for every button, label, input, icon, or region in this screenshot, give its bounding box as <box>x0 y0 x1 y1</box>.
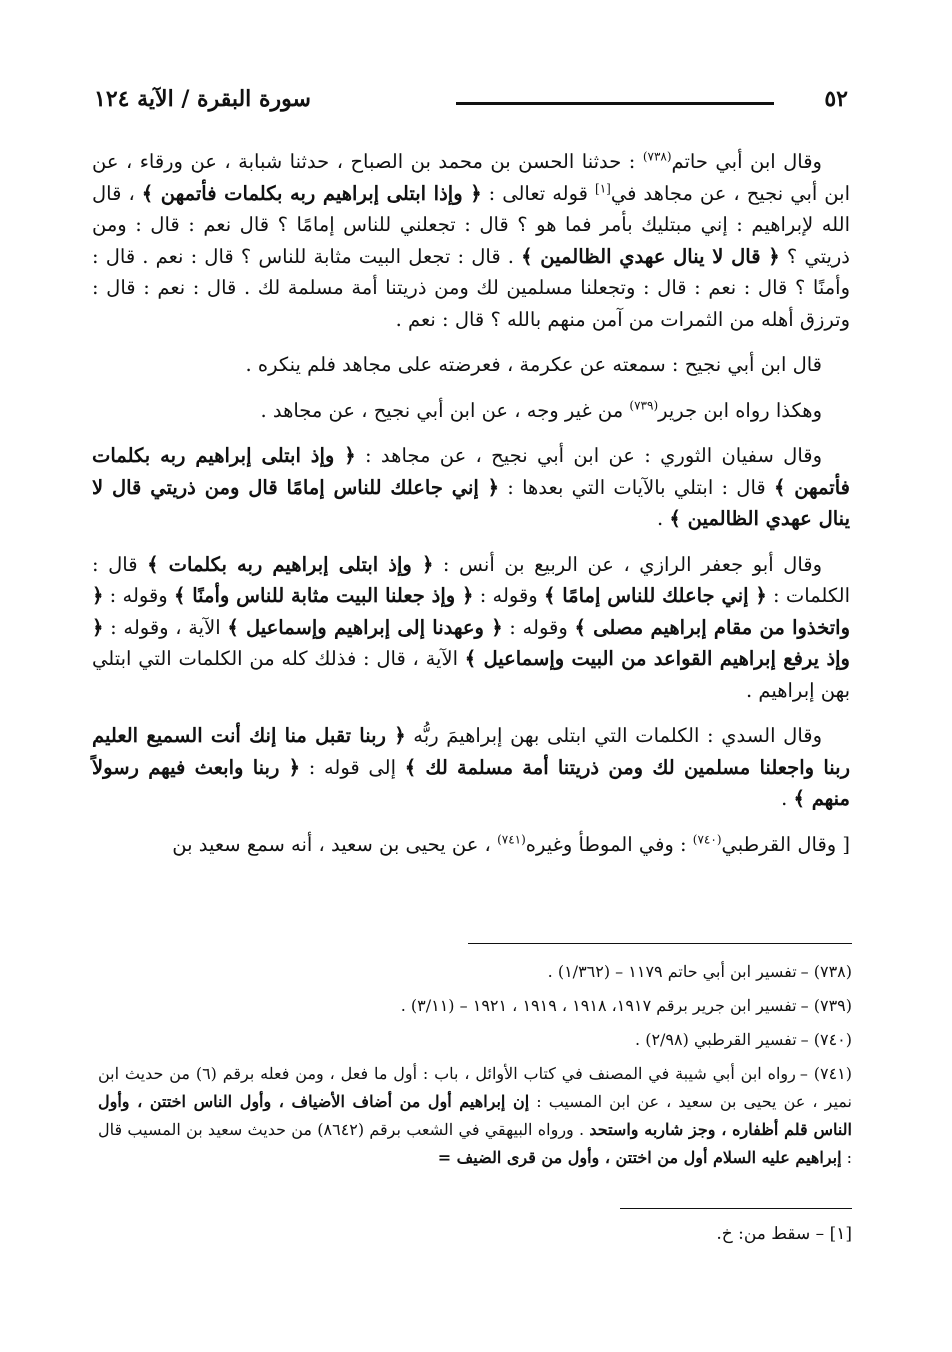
footnote-number: (٧٣٩) – <box>800 996 852 1015</box>
paragraph-ibn-jarir <box>92 395 850 427</box>
quran-verse: ﴿ وإذا ابتلى إبراهيم ربه بكلمات فأتمهن ﴾ <box>141 181 482 205</box>
text-run: وقال سفيان الثوري : عن ابن أبي نجيح ، عن مجاهد : <box>355 444 823 467</box>
page-header <box>94 86 848 120</box>
footnote-741 <box>98 1060 852 1172</box>
quran-verse: ﴿ وإذ ابتلى إبراهيم ربه بكلمات فأتمهن ﴾ <box>92 444 851 499</box>
footnote-ref-739: (٧٣٩) <box>629 398 659 412</box>
footnote-739 <box>98 992 852 1020</box>
footnote-number: (٧٣٨) – <box>800 962 852 981</box>
running-title: سورة البقرة / الآية ١٢٤ <box>94 86 311 112</box>
quran-verse: ﴿ وإذ جعلنا البيت مثابة للناس وأمنًا ﴾ <box>173 584 474 607</box>
text-run: . <box>657 507 670 530</box>
quran-verse: ﴿ ربنا تقبل منا إنك أنت السميع العليم ربنا واجعلنا مسلمين لك ومن ذريتنا أمة مسلمة لك ﴾ <box>92 724 850 779</box>
paragraph-ibn-abi-najih: قال ابن أبي نجيح : سمعته عن عكرمة ، فعرضته على مجاهد فلم ينكره . <box>245 353 822 376</box>
footnote-738 <box>98 958 852 986</box>
text-run: وقال أبو جعفر الرازي ، عن الربيع بن أنس : <box>433 552 822 576</box>
text-run: إلى قوله : <box>300 755 405 779</box>
footnote-number: (٧٤١) – <box>799 1064 853 1083</box>
paragraph-qurtubi <box>92 829 850 861</box>
footnote-ref-738: (٧٣٨) <box>642 149 672 164</box>
paragraph-suddi <box>92 720 850 815</box>
hadith-text: إبراهيم عليه السلام أول من اختتن ، وأول من قرى الضيف = <box>437 1148 842 1167</box>
text-run: وقوله : <box>502 615 575 639</box>
footnote-text: تفسير ابن جرير برقم ١٩١٧، ١٩١٨ ، ١٩١٩ ، ١٩٢١ – (٣/١١) . <box>400 996 797 1015</box>
text-run: وقال ابن أبي حاتم <box>671 150 822 173</box>
main-text <box>92 146 850 874</box>
footnotes <box>98 958 852 1178</box>
header-rule <box>456 102 774 105</box>
paragraph-abu-jafar-razi <box>92 549 850 707</box>
paragraph-sufyan-thawri <box>92 440 850 535</box>
quran-verse: ﴿ وإذ ابتلى إبراهيم ربه بكلمات ﴾ <box>147 552 434 576</box>
text-run: قال : ابتلي بالآيات التي بعدها : <box>499 475 774 499</box>
footnote-text: . ورواه البيهقي في الشعب برقم (٨٦٤٢) من حديث سعيد بن المسيب قال : <box>98 1120 852 1167</box>
quran-verse: ﴿ إني جاعلك للناس إمامًا قال ومن ذريتي قال لا ينال عهدي الظالمين ﴾ <box>92 475 850 530</box>
text-run: . قال : تجعل البيت مثابة للناس ؟ قال : نعم . قال : وأمنًا ؟ قال : نعم : قال : وتجعلنا مسلمين لك ومن ذريتنا أمة مسلمة لك . قال : نعم : قال : وترزق أهله من الثمرات من آمن منهم بالله ؟ قال : نعم . <box>92 244 850 331</box>
text-run: وقوله : <box>473 584 544 607</box>
quran-verse: ﴿ قال لا ينال عهدي الظالمين ﴾ <box>521 244 780 268</box>
text-run: وهكذا رواه ابن جرير <box>658 398 822 422</box>
text-run: ، قال الله لإبراهيم : إني مبتليك بأمر فما هو ؟ قال : تجعلني للناس إمامًا ؟ قال نعم : قال : ومن ذريتي ؟ <box>92 181 850 268</box>
text-run: من غير وجه ، عن ابن أبي نجيح ، عن مجاهد . <box>260 398 630 422</box>
footnote-ref-740: (٧٤٠) <box>692 832 722 846</box>
footnote-number: (٧٤٠) – <box>800 1030 852 1049</box>
page-number: ٥٢ <box>824 86 848 112</box>
text-run: [ وقال القرطبي <box>721 832 850 856</box>
hadith-text: إن إبراهيم أول من أضاف الأضياف ، وأول الناس اختتن ، وأول الناس قلم أظفاره ، وجز شاربه واستحد <box>98 1092 853 1139</box>
text-run: : حدثنا الحسن بن محمد بن الصباح ، حدثنا شبابة ، عن ورقاء ، عن ابن أبي نجيح ، عن مجاهد في <box>92 150 850 205</box>
footnote-ref-741: (٧٤١) <box>497 832 526 846</box>
text-run: قوله تعالى : <box>481 181 596 205</box>
footnote-text: تفسير ابن أبي حاتم ١١٧٩ – (١/٣٦٢) . <box>547 962 797 981</box>
text-run: وقوله : <box>103 584 174 607</box>
text-run: ، عن يحيى بن سعيد ، أنه سمع سعيد بن <box>172 832 498 856</box>
text-run: وقال السدي : الكلمات التي ابتلى بهن إبراهيمَ ربُّه <box>405 724 822 747</box>
footnote-740 <box>98 1026 852 1054</box>
quran-verse: ﴿ واتخذوا من مقام إبراهيم مصلى ﴾ <box>92 584 850 639</box>
text-run: . <box>781 787 794 810</box>
quran-verse: ﴿ ربنا وابعث فيهم رسولاً منهم ﴾ <box>92 755 850 810</box>
quran-verse: ﴿ إني جاعلك للناس إمامًا ﴾ <box>543 584 767 607</box>
editor-note-ref-1: [١] <box>595 181 611 195</box>
quran-verse: ﴿ وعهدنا إلى إبراهيم وإسماعيل ﴾ <box>227 615 503 639</box>
text-run: : وفي الموطأ وغيره <box>525 832 693 856</box>
footnote-text: تفسير القرطبي (٢/٩٨) . <box>635 1030 797 1049</box>
text-run: الآية ، وقوله : <box>103 615 228 639</box>
text-run: الآية ، قال : فذلك كله من الكلمات التي ابتلي بهن إبراهيم . <box>92 647 850 702</box>
editor-note-separator <box>620 1208 852 1209</box>
paragraph-ibn-abi-hatim <box>92 146 850 335</box>
quran-verse: ﴿ وإذ يرفع إبراهيم القواعد من البيت وإسماعيل ﴾ <box>92 615 850 670</box>
footnote-separator <box>468 943 852 944</box>
editor-note: [١] – سقط من: خ. <box>716 1224 852 1244</box>
footnote-text: رواه ابن أبي شيبة في المصنف في كتاب الأوائل ، باب : أول ما فعل ، ومن فعله برقم (٦) من حديث ابن نمير ، عن يحيى بن سعيد ، عن ابن المسيب : <box>98 1064 852 1111</box>
text-run: قال : الكلمات : <box>92 552 851 607</box>
